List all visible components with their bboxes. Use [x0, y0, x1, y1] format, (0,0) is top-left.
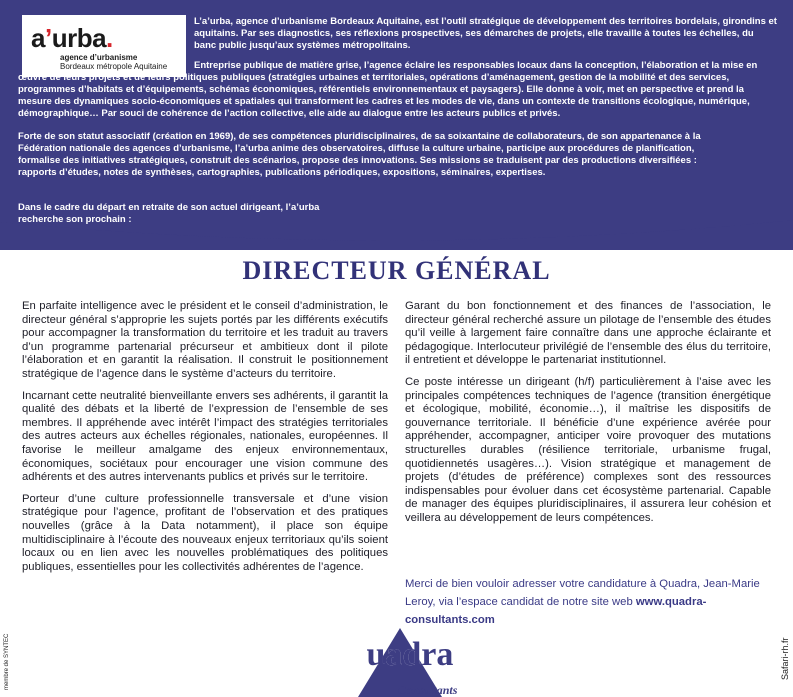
intro-paragraph-2: Entreprise publique de matière grise, l’agence éclaire les responsables locaux dans la conception, l’élaboration et la mise en œuvre de leurs projets et de leurs politiques publiques (stratégies urbaines et territoriales, opérations d’aménagement, gestion de la mobilité et des services, programmes d’habitats et d’équipements, schémas économiques, référentiels environnementaux et paysagers). Elle donne à voir, met en perspective et prend la mesure des dynamiques socio-économiques et spatiales qui transforment les cadres et les modes de vie, dans un contexte de transitions écologique, numérique, démographique… Par souci de cohérence de l’action collective, elle aide au dialogue entre les acteurs publics et privés.	[18, 60, 758, 119]
job-title: DIRECTEUR GÉNÉRAL	[242, 256, 551, 285]
intro-paragraph-1: L’a’urba, agence d’urbanisme Bordeaux Aquitaine, est l’outil stratégique de développement des territoires bordelais, girondins et aquitains. Par ses diagnostics, ses réflexions prospectives, ses démarches de projets, elle travaille à toutes les échelles, du banc public jusqu’aux systèmes métropolitains.	[194, 16, 777, 51]
left-paragraph: Porteur d’une culture professionnelle transversale et d’une vision stratégique pour l’agence, profitant de l’observation et des pratiques nouvelles (grâce à la Data notamment), il place son équipe multidisciplinaire à l’écoute des nouveaux enjeux territoriaux qu’ils soient locaux ou en lien avec les nouvelles problématiques des politiques publiques, essentielles pour les collectivités adhérentes de l’agence.	[22, 492, 388, 573]
aurba-logo-wordmark: a’urba.	[31, 23, 113, 53]
aurba-logo-subtitle: agence d’urbanisme	[60, 53, 138, 62]
intro-paragraph-3: Forte de son statut associatif (création en 1969), de ses compétences pluridisciplinaires, de sa soixantaine de collaborateurs, de son appartenance à la Fédération nationale des agences d’urbanisme, l’a’urba anime des observatoires, diffuse la culture urbaine, participe aux procédures de planification, formalise des initiatives stratégiques, construit des scénarios, propose des innovations. Ses missions se traduisent par des productions diversifiées : rapports d’études, notes de synthèses, cartographies, publications périodiques, expositions, séminaires, expertises.	[18, 131, 701, 178]
left-paragraph: Incarnant cette neutralité bienveillante envers ses adhérents, il garantit la qualité des débats et la liberté de l’expression de l’ensemble de ses membres. Il appréhende avec intérêt l’impact des stratégies territoriales des autres acteurs aux échelles régionales, nationales, européennes. Il favorise le meilleur amalgame des enjeux environnementaux, économiques, sociétaux pour encourager une vision commune des adhérents et des autres intervenants publics et privés sur le territoire.	[22, 389, 388, 484]
right-paragraph: Ce poste intéresse un dirigeant (h/f) particulièrement à l’aise avec les principales compétences techniques de l’agence (transition énergétique et écologique, mobilité, économie…), il maîtrise les dispositifs de gouvernance territoriale. Il bénéficie d’une expérience avérée pour appréhender, accompagner, anticiper voire provoquer des mutations structurelles durables (résilience territoriale, urbanisme frugal, quotidiennetés usagères…). Vision stratégique et management de projets (d’études de préférence) complexes sont des ressources indispensables pour évoluer dans cet écosystème partenarial. Capable de manager des équipes pluridisciplinaires, il assurera leur cohésion et veillera au développement de leurs compétences.	[405, 375, 771, 524]
quadra-logo-consultants: Consultants	[398, 683, 458, 697]
contact-block	[405, 575, 771, 629]
syntec-membership: membre de SYNTEC	[4, 633, 10, 690]
left-column	[22, 300, 388, 582]
aurba-logo-region: Bordeaux métropole Aquitaine	[60, 62, 168, 71]
right-paragraph: Garant du bon fonctionnement et des finances de l’association, le directeur général recherché assure un pilotage de l’ensemble des études qu’il veille à largement faire connaître dans une approche éclairante et pédagogique. Interlocuteur privilégié de l’ensemble des élus du territoire, il entretient et développe le partenariat institutionnel.	[405, 300, 771, 367]
intro-paragraph-4: Dans le cadre du départ en retraite de son actuel dirigeant, l’a’urba recherche son prochain :	[18, 202, 320, 225]
right-column	[405, 300, 771, 534]
contact-text: Merci de bien vouloir adresser votre candidature à Quadra, Jean-Marie Leroy, via l’espace candidat de notre site web	[405, 578, 760, 608]
header-band	[0, 0, 793, 250]
left-paragraph: En parfaite intelligence avec le président et le conseil d’administration, le directeur général s’approprie les sujets portés par les différents exécutifs pour accompagner la transformation du territoire et les traduit au travers d’un programme partenarial précurseur et ambitieux dont il pilote l’élaboration et en garantit la réalisation. Il construit le positionnement stratégique de l’agence dans le système d’acteurs du territoire.	[22, 300, 388, 380]
quadra-logo-wordmark: Quadra	[340, 636, 454, 673]
safari-credit: Safari-rh.fr	[780, 637, 790, 680]
website-link[interactable]: www.quadra-consultants.com	[405, 596, 707, 626]
